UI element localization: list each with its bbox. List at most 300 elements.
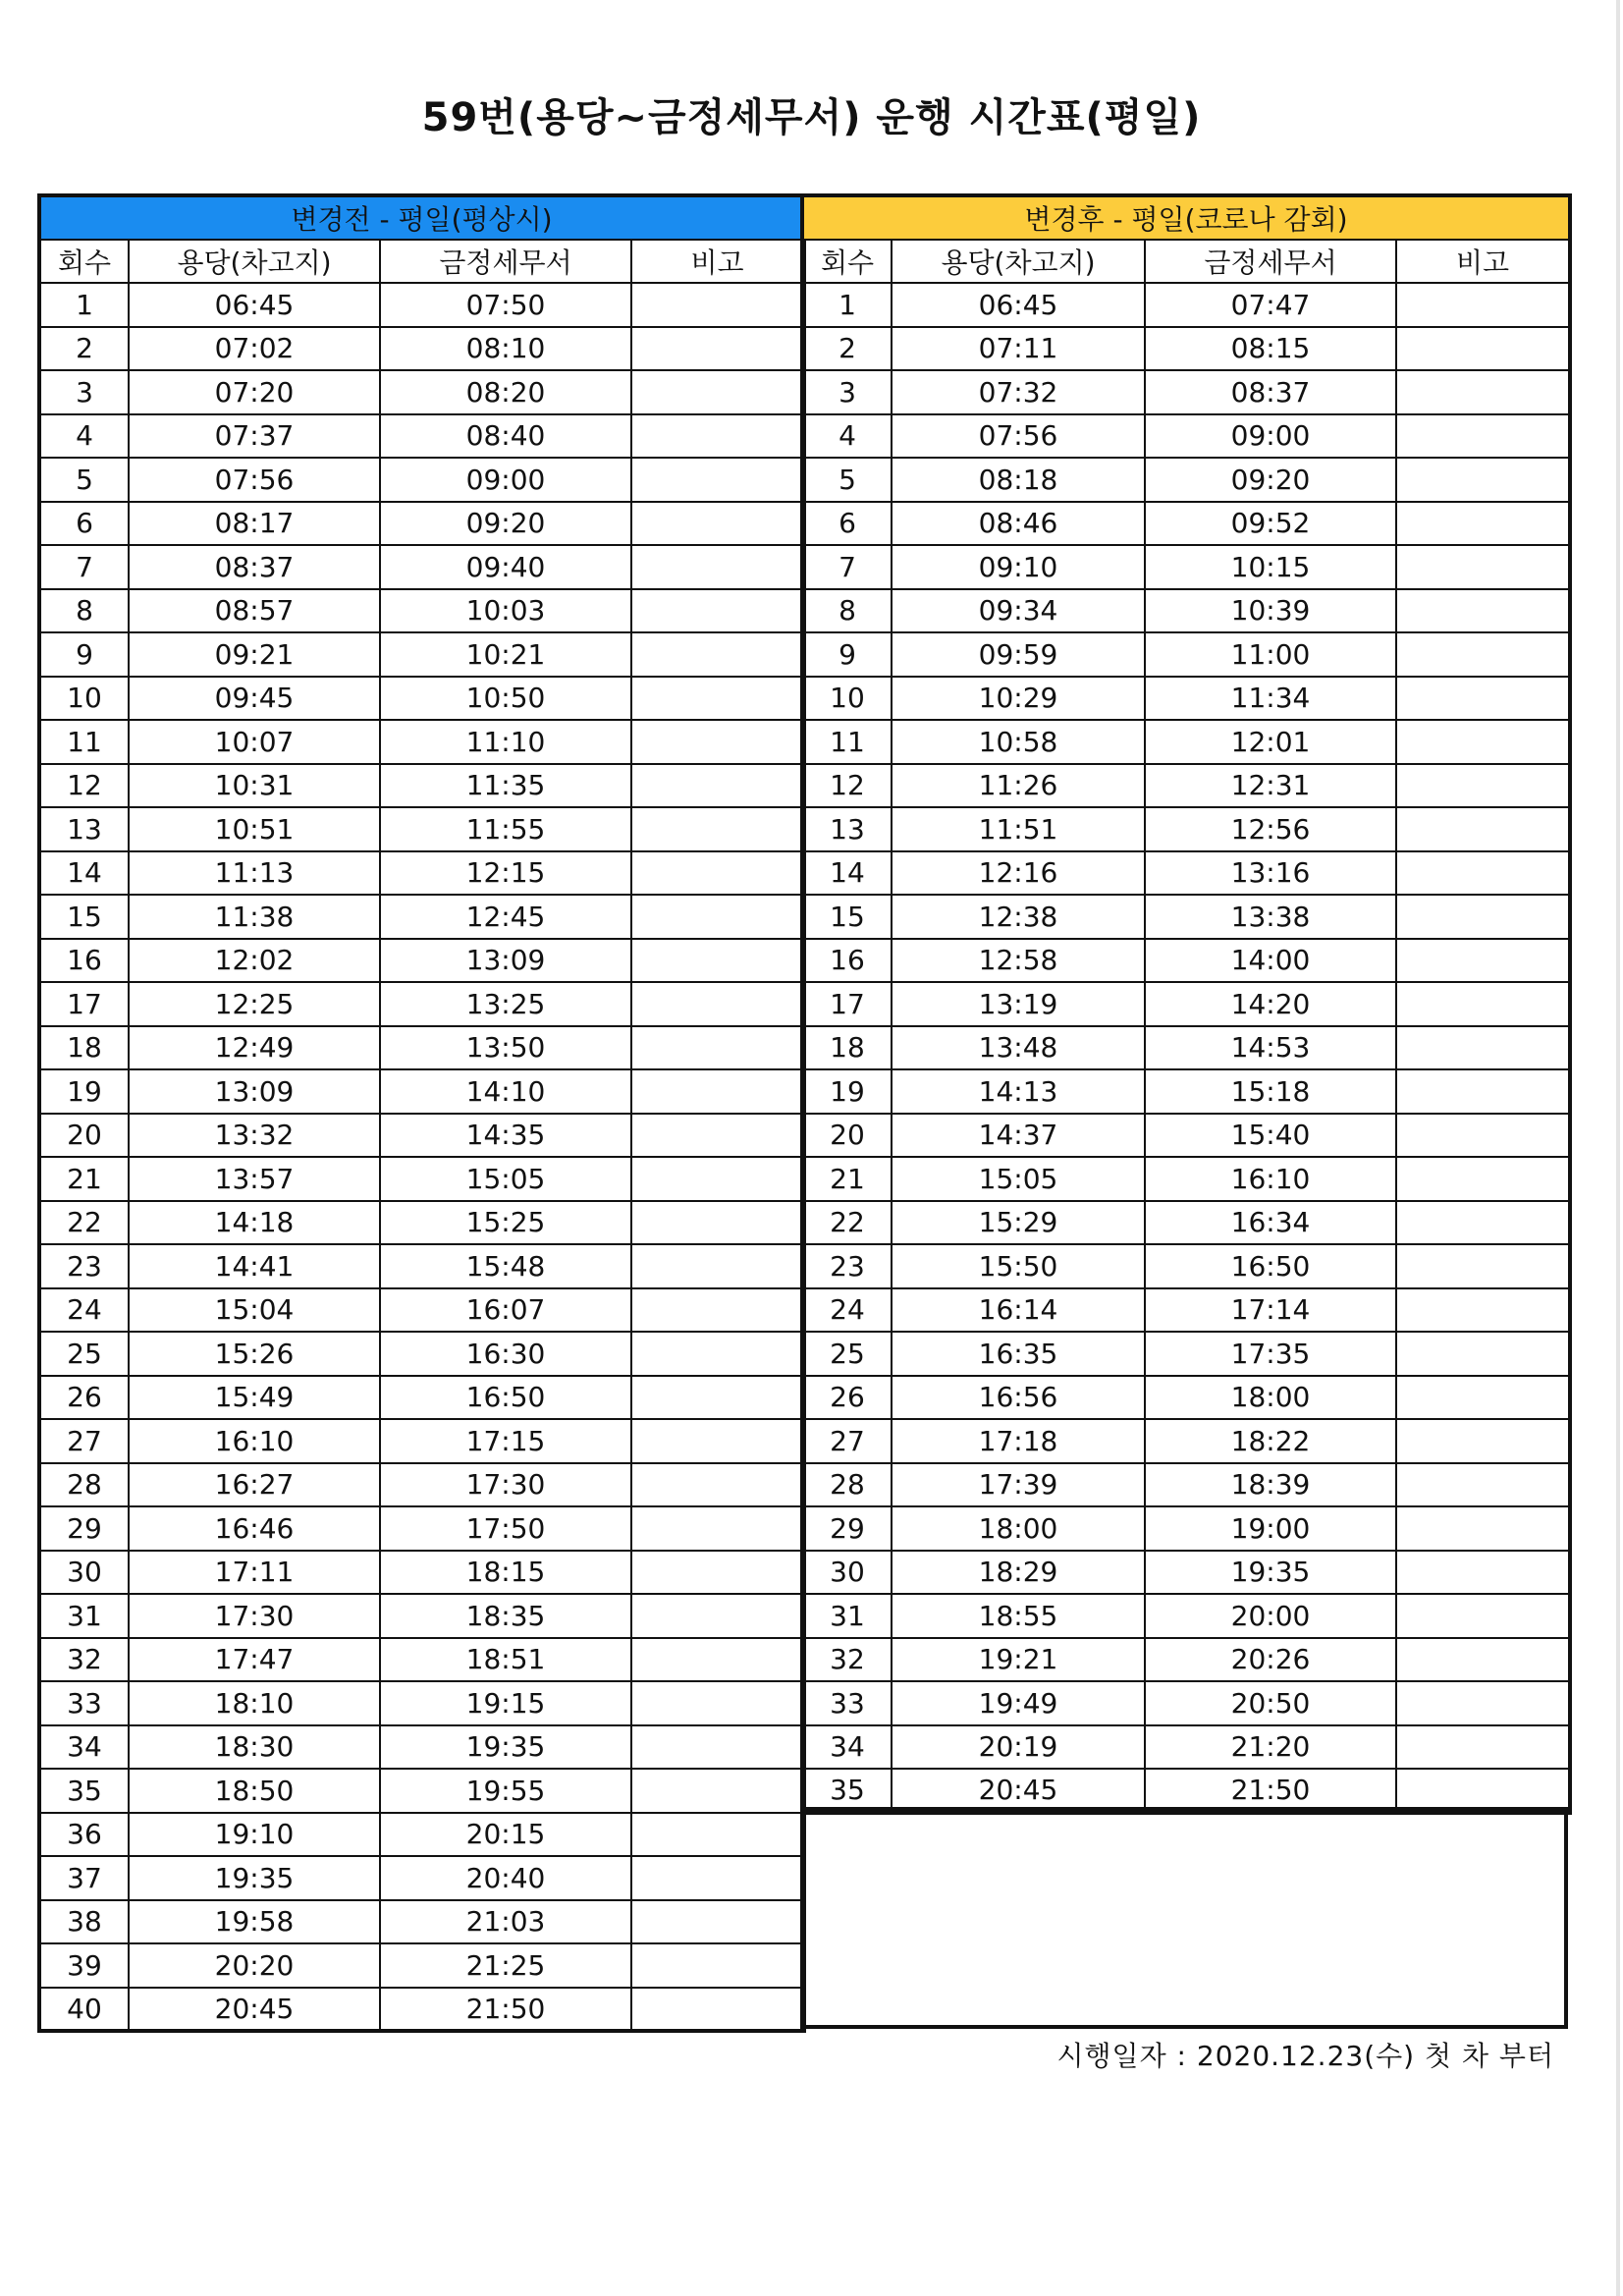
remarks xyxy=(1396,1725,1570,1770)
trip-number: 13 xyxy=(39,807,129,851)
table-row xyxy=(39,677,804,721)
remarks xyxy=(1396,1551,1570,1595)
table-row xyxy=(802,1244,1570,1288)
geumjeong-arrival: 16:30 xyxy=(380,1332,631,1376)
remarks xyxy=(631,632,804,677)
table-row xyxy=(39,895,804,939)
remarks xyxy=(631,1594,804,1638)
yongdang-departure: 19:58 xyxy=(129,1900,380,1944)
remarks xyxy=(631,458,804,502)
table-row xyxy=(802,1157,1570,1201)
remarks xyxy=(1396,1288,1570,1333)
remarks xyxy=(1396,545,1570,589)
geumjeong-arrival: 16:34 xyxy=(1145,1201,1396,1245)
col-header-geumjeong: 금정세무서 xyxy=(1145,240,1396,284)
remarks xyxy=(631,370,804,414)
table-row xyxy=(39,1069,804,1114)
table-row xyxy=(39,1506,804,1551)
yongdang-departure: 18:00 xyxy=(892,1506,1145,1551)
remarks xyxy=(631,1988,804,2032)
yongdang-departure: 18:50 xyxy=(129,1769,380,1813)
remarks xyxy=(631,414,804,459)
table-row xyxy=(802,939,1570,983)
remarks xyxy=(631,895,804,939)
table-row xyxy=(39,1201,804,1245)
remarks xyxy=(1396,589,1570,633)
geumjeong-arrival: 21:25 xyxy=(380,1943,631,1988)
table-row xyxy=(39,327,804,371)
remarks xyxy=(1396,414,1570,459)
trip-number: 26 xyxy=(802,1376,892,1420)
table-row xyxy=(802,720,1570,764)
table-row xyxy=(802,1069,1570,1114)
trip-number: 4 xyxy=(802,414,892,459)
trip-number: 24 xyxy=(39,1288,129,1333)
table-row xyxy=(39,1288,804,1333)
trip-number: 19 xyxy=(39,1069,129,1114)
table-row xyxy=(39,632,804,677)
yongdang-departure: 09:34 xyxy=(892,589,1145,633)
table-row xyxy=(39,1026,804,1070)
yongdang-departure: 15:49 xyxy=(129,1376,380,1420)
trip-number: 20 xyxy=(802,1114,892,1158)
trip-number: 1 xyxy=(802,283,892,327)
yongdang-departure: 17:11 xyxy=(129,1551,380,1595)
table-row xyxy=(802,1681,1570,1725)
yongdang-departure: 12:58 xyxy=(892,939,1145,983)
geumjeong-arrival: 08:40 xyxy=(380,414,631,459)
table-row xyxy=(39,1638,804,1682)
remarks xyxy=(631,677,804,721)
trip-number: 17 xyxy=(39,982,129,1026)
remarks xyxy=(1396,1638,1570,1682)
table-row xyxy=(802,895,1570,939)
table-row xyxy=(39,589,804,633)
yongdang-departure: 09:21 xyxy=(129,632,380,677)
table-row xyxy=(802,1288,1570,1333)
table-row xyxy=(39,1725,804,1770)
trip-number: 35 xyxy=(39,1769,129,1813)
remarks xyxy=(1396,502,1570,546)
remarks xyxy=(631,1069,804,1114)
trip-number: 8 xyxy=(802,589,892,633)
table-row xyxy=(39,1856,804,1900)
table-row xyxy=(39,1419,804,1463)
trip-number: 11 xyxy=(39,720,129,764)
trip-number: 14 xyxy=(802,851,892,896)
trip-number: 21 xyxy=(39,1157,129,1201)
table-row xyxy=(39,1551,804,1595)
remarks xyxy=(631,502,804,546)
yongdang-departure: 16:56 xyxy=(892,1376,1145,1420)
yongdang-departure: 18:10 xyxy=(129,1681,380,1725)
table-row xyxy=(802,283,1570,327)
yongdang-departure: 08:46 xyxy=(892,502,1145,546)
remarks xyxy=(1396,1463,1570,1507)
geumjeong-arrival: 15:18 xyxy=(1145,1069,1396,1114)
yongdang-departure: 09:45 xyxy=(129,677,380,721)
trip-number: 34 xyxy=(802,1725,892,1770)
yongdang-departure: 07:11 xyxy=(892,327,1145,371)
remarks xyxy=(631,1725,804,1770)
table-row xyxy=(39,1157,804,1201)
trip-number: 12 xyxy=(39,764,129,808)
yongdang-departure: 10:51 xyxy=(129,807,380,851)
yongdang-departure: 19:49 xyxy=(892,1681,1145,1725)
trip-number: 22 xyxy=(39,1201,129,1245)
geumjeong-arrival: 09:20 xyxy=(380,502,631,546)
geumjeong-arrival: 12:01 xyxy=(1145,720,1396,764)
table-row xyxy=(39,414,804,459)
geumjeong-arrival: 20:50 xyxy=(1145,1681,1396,1725)
empty-area xyxy=(800,1807,1568,2029)
table-row xyxy=(802,1026,1570,1070)
geumjeong-arrival: 12:56 xyxy=(1145,807,1396,851)
after-group-header: 변경후 - 평일(코로나 감회) xyxy=(802,195,1570,240)
yongdang-departure: 17:30 xyxy=(129,1594,380,1638)
table-row xyxy=(39,939,804,983)
trip-number: 18 xyxy=(39,1026,129,1070)
remarks xyxy=(1396,1681,1570,1725)
geumjeong-arrival: 19:35 xyxy=(380,1725,631,1770)
geumjeong-arrival: 13:50 xyxy=(380,1026,631,1070)
remarks xyxy=(1396,1026,1570,1070)
yongdang-departure: 06:45 xyxy=(129,283,380,327)
table-row xyxy=(802,545,1570,589)
table-row xyxy=(39,720,804,764)
remarks xyxy=(1396,1201,1570,1245)
geumjeong-arrival: 15:25 xyxy=(380,1201,631,1245)
geumjeong-arrival: 21:50 xyxy=(380,1988,631,2032)
table-row xyxy=(802,458,1570,502)
yongdang-departure: 19:10 xyxy=(129,1813,380,1857)
table-row xyxy=(802,677,1570,721)
geumjeong-arrival: 21:20 xyxy=(1145,1725,1396,1770)
geumjeong-arrival: 12:45 xyxy=(380,895,631,939)
trip-number: 15 xyxy=(802,895,892,939)
yongdang-departure: 11:26 xyxy=(892,764,1145,808)
remarks xyxy=(1396,1376,1570,1420)
yongdang-departure: 11:13 xyxy=(129,851,380,896)
table-row xyxy=(39,764,804,808)
remarks xyxy=(1396,982,1570,1026)
yongdang-departure: 16:27 xyxy=(129,1463,380,1507)
remarks xyxy=(631,1026,804,1070)
geumjeong-arrival: 10:21 xyxy=(380,632,631,677)
trip-number: 33 xyxy=(39,1681,129,1725)
geumjeong-arrival: 10:15 xyxy=(1145,545,1396,589)
yongdang-departure: 07:56 xyxy=(129,458,380,502)
geumjeong-arrival: 13:25 xyxy=(380,982,631,1026)
table-row xyxy=(39,458,804,502)
yongdang-departure: 08:17 xyxy=(129,502,380,546)
geumjeong-arrival: 14:10 xyxy=(380,1069,631,1114)
yongdang-departure: 12:16 xyxy=(892,851,1145,896)
geumjeong-arrival: 08:10 xyxy=(380,327,631,371)
trip-number: 27 xyxy=(39,1419,129,1463)
trip-number: 9 xyxy=(802,632,892,677)
trip-number: 3 xyxy=(802,370,892,414)
remarks xyxy=(1396,677,1570,721)
geumjeong-arrival: 16:50 xyxy=(380,1376,631,1420)
geumjeong-arrival: 19:15 xyxy=(380,1681,631,1725)
trip-number: 32 xyxy=(802,1638,892,1682)
table-row xyxy=(802,1201,1570,1245)
yongdang-departure: 18:55 xyxy=(892,1594,1145,1638)
remarks xyxy=(1396,807,1570,851)
remarks xyxy=(1396,632,1570,677)
trip-number: 5 xyxy=(39,458,129,502)
yongdang-departure: 16:10 xyxy=(129,1419,380,1463)
geumjeong-arrival: 17:50 xyxy=(380,1506,631,1551)
geumjeong-arrival: 15:40 xyxy=(1145,1114,1396,1158)
trip-number: 28 xyxy=(802,1463,892,1507)
yongdang-departure: 19:35 xyxy=(129,1856,380,1900)
trip-number: 18 xyxy=(802,1026,892,1070)
yongdang-departure: 12:02 xyxy=(129,939,380,983)
yongdang-departure: 20:45 xyxy=(129,1988,380,2032)
geumjeong-arrival: 20:15 xyxy=(380,1813,631,1857)
table-row xyxy=(39,502,804,546)
geumjeong-arrival: 16:10 xyxy=(1145,1157,1396,1201)
geumjeong-arrival: 09:00 xyxy=(380,458,631,502)
timetable-before xyxy=(37,193,806,2033)
geumjeong-arrival: 13:38 xyxy=(1145,895,1396,939)
geumjeong-arrival: 20:00 xyxy=(1145,1594,1396,1638)
remarks xyxy=(631,982,804,1026)
yongdang-departure: 16:35 xyxy=(892,1332,1145,1376)
yongdang-departure: 15:04 xyxy=(129,1288,380,1333)
trip-number: 15 xyxy=(39,895,129,939)
geumjeong-arrival: 20:40 xyxy=(380,1856,631,1900)
trip-number: 6 xyxy=(39,502,129,546)
remarks xyxy=(1396,1114,1570,1158)
table-row xyxy=(39,1681,804,1725)
remarks xyxy=(1396,458,1570,502)
trip-number: 29 xyxy=(39,1506,129,1551)
yongdang-departure: 17:47 xyxy=(129,1638,380,1682)
trip-number: 26 xyxy=(39,1376,129,1420)
trip-number: 7 xyxy=(39,545,129,589)
geumjeong-arrival: 10:39 xyxy=(1145,589,1396,633)
yongdang-departure: 20:45 xyxy=(892,1769,1145,1813)
table-row xyxy=(802,414,1570,459)
remarks xyxy=(631,545,804,589)
yongdang-departure: 14:41 xyxy=(129,1244,380,1288)
trip-number: 8 xyxy=(39,589,129,633)
trip-number: 31 xyxy=(39,1594,129,1638)
timetable-after xyxy=(800,193,1572,1815)
geumjeong-arrival: 20:26 xyxy=(1145,1638,1396,1682)
yongdang-departure: 17:39 xyxy=(892,1463,1145,1507)
geumjeong-arrival: 12:15 xyxy=(380,851,631,896)
remarks xyxy=(1396,283,1570,327)
trip-number: 29 xyxy=(802,1506,892,1551)
table-row xyxy=(802,1506,1570,1551)
yongdang-departure: 15:26 xyxy=(129,1332,380,1376)
trip-number: 9 xyxy=(39,632,129,677)
geumjeong-arrival: 18:35 xyxy=(380,1594,631,1638)
remarks xyxy=(631,939,804,983)
table-row xyxy=(39,1114,804,1158)
yongdang-departure: 12:25 xyxy=(129,982,380,1026)
geumjeong-arrival: 18:15 xyxy=(380,1551,631,1595)
geumjeong-arrival: 14:20 xyxy=(1145,982,1396,1026)
geumjeong-arrival: 11:35 xyxy=(380,764,631,808)
trip-number: 2 xyxy=(802,327,892,371)
geumjeong-arrival: 12:31 xyxy=(1145,764,1396,808)
yongdang-departure: 08:18 xyxy=(892,458,1145,502)
table-row xyxy=(39,1813,804,1857)
col-header-geumjeong: 금정세무서 xyxy=(380,240,631,284)
geumjeong-arrival: 18:51 xyxy=(380,1638,631,1682)
yongdang-departure: 15:29 xyxy=(892,1201,1145,1245)
table-row xyxy=(802,1332,1570,1376)
remarks xyxy=(1396,1769,1570,1813)
table-row xyxy=(802,1769,1570,1813)
trip-number: 1 xyxy=(39,283,129,327)
trip-number: 11 xyxy=(802,720,892,764)
geumjeong-arrival: 07:50 xyxy=(380,283,631,327)
remarks xyxy=(631,1551,804,1595)
remarks xyxy=(631,720,804,764)
scan-edge xyxy=(1616,0,1620,2296)
geumjeong-arrival: 11:34 xyxy=(1145,677,1396,721)
geumjeong-arrival: 11:10 xyxy=(380,720,631,764)
trip-number: 37 xyxy=(39,1856,129,1900)
geumjeong-arrival: 10:03 xyxy=(380,589,631,633)
yongdang-departure: 13:32 xyxy=(129,1114,380,1158)
yongdang-departure: 16:14 xyxy=(892,1288,1145,1333)
trip-number: 20 xyxy=(39,1114,129,1158)
remarks xyxy=(631,283,804,327)
trip-number: 33 xyxy=(802,1681,892,1725)
trip-number: 27 xyxy=(802,1419,892,1463)
geumjeong-arrival: 15:48 xyxy=(380,1244,631,1288)
yongdang-departure: 11:38 xyxy=(129,895,380,939)
table-row xyxy=(39,1463,804,1507)
geumjeong-arrival: 08:15 xyxy=(1145,327,1396,371)
remarks xyxy=(631,1201,804,1245)
table-row xyxy=(39,1244,804,1288)
remarks xyxy=(1396,1157,1570,1201)
yongdang-departure: 18:29 xyxy=(892,1551,1145,1595)
yongdang-departure: 10:29 xyxy=(892,677,1145,721)
yongdang-departure: 13:09 xyxy=(129,1069,380,1114)
table-row xyxy=(802,1463,1570,1507)
table-row xyxy=(39,851,804,896)
yongdang-departure: 16:46 xyxy=(129,1506,380,1551)
geumjeong-arrival: 19:35 xyxy=(1145,1551,1396,1595)
yongdang-departure: 10:58 xyxy=(892,720,1145,764)
table-row xyxy=(802,1114,1570,1158)
trip-number: 16 xyxy=(802,939,892,983)
trip-number: 32 xyxy=(39,1638,129,1682)
remarks xyxy=(631,851,804,896)
remarks xyxy=(1396,1332,1570,1376)
geumjeong-arrival: 16:50 xyxy=(1145,1244,1396,1288)
remarks xyxy=(1396,764,1570,808)
geumjeong-arrival: 09:40 xyxy=(380,545,631,589)
yongdang-departure: 15:05 xyxy=(892,1157,1145,1201)
trip-number: 35 xyxy=(802,1769,892,1813)
remarks xyxy=(631,1332,804,1376)
geumjeong-arrival: 13:16 xyxy=(1145,851,1396,896)
trip-number: 6 xyxy=(802,502,892,546)
remarks xyxy=(1396,327,1570,371)
remarks xyxy=(631,1506,804,1551)
table-row xyxy=(802,1551,1570,1595)
geumjeong-arrival: 17:30 xyxy=(380,1463,631,1507)
table-row xyxy=(802,589,1570,633)
geumjeong-arrival: 13:09 xyxy=(380,939,631,983)
table-row xyxy=(39,982,804,1026)
geumjeong-arrival: 14:53 xyxy=(1145,1026,1396,1070)
yongdang-departure: 10:31 xyxy=(129,764,380,808)
remarks xyxy=(631,1638,804,1682)
yongdang-departure: 13:57 xyxy=(129,1157,380,1201)
yongdang-departure: 08:57 xyxy=(129,589,380,633)
table-row xyxy=(39,545,804,589)
geumjeong-arrival: 14:35 xyxy=(380,1114,631,1158)
remarks xyxy=(631,1856,804,1900)
table-row xyxy=(802,1419,1570,1463)
table-row xyxy=(802,327,1570,371)
yongdang-departure: 18:30 xyxy=(129,1725,380,1770)
geumjeong-arrival: 09:52 xyxy=(1145,502,1396,546)
remarks xyxy=(631,1376,804,1420)
trip-number: 16 xyxy=(39,939,129,983)
yongdang-departure: 06:45 xyxy=(892,283,1145,327)
col-header-yongdang: 용당(차고지) xyxy=(892,240,1145,284)
trip-number: 17 xyxy=(802,982,892,1026)
trip-number: 10 xyxy=(802,677,892,721)
trip-number: 22 xyxy=(802,1201,892,1245)
table-row xyxy=(39,1943,804,1988)
trip-number: 40 xyxy=(39,1988,129,2032)
trip-number: 14 xyxy=(39,851,129,896)
table-row xyxy=(39,1376,804,1420)
geumjeong-arrival: 18:22 xyxy=(1145,1419,1396,1463)
remarks xyxy=(631,1769,804,1813)
yongdang-departure: 19:21 xyxy=(892,1638,1145,1682)
remarks xyxy=(1396,720,1570,764)
remarks xyxy=(631,764,804,808)
col-header-trip: 회수 xyxy=(39,240,129,284)
geumjeong-arrival: 09:20 xyxy=(1145,458,1396,502)
geumjeong-arrival: 21:50 xyxy=(1145,1769,1396,1813)
trip-number: 4 xyxy=(39,414,129,459)
table-row xyxy=(802,1376,1570,1420)
table-row xyxy=(39,1332,804,1376)
trip-number: 7 xyxy=(802,545,892,589)
yongdang-departure: 07:32 xyxy=(892,370,1145,414)
trip-number: 10 xyxy=(39,677,129,721)
trip-number: 3 xyxy=(39,370,129,414)
geumjeong-arrival: 19:00 xyxy=(1145,1506,1396,1551)
yongdang-departure: 07:37 xyxy=(129,414,380,459)
col-header-trip: 회수 xyxy=(802,240,892,284)
table-row xyxy=(39,1988,804,2032)
geumjeong-arrival: 08:20 xyxy=(380,370,631,414)
geumjeong-arrival: 15:05 xyxy=(380,1157,631,1201)
remarks xyxy=(1396,939,1570,983)
geumjeong-arrival: 14:00 xyxy=(1145,939,1396,983)
yongdang-departure: 12:49 xyxy=(129,1026,380,1070)
geumjeong-arrival: 18:39 xyxy=(1145,1463,1396,1507)
before-group-header: 변경전 - 평일(평상시) xyxy=(39,195,804,240)
remarks xyxy=(631,1681,804,1725)
